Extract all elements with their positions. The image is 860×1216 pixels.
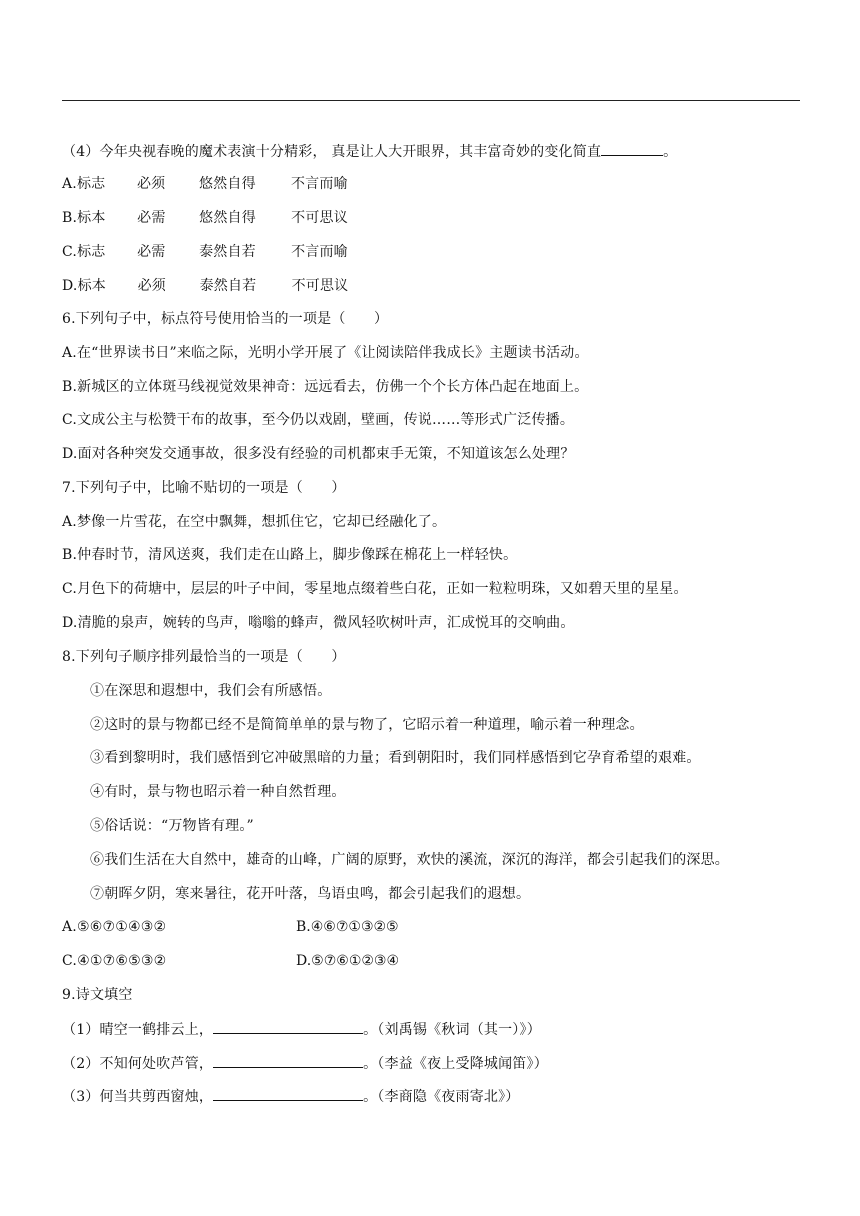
q9-stem: 9.诗文填空 <box>62 987 133 1003</box>
q7-stem: 7.下列句子中，比喻不贴切的一项是（ ） <box>62 480 346 496</box>
q6-option-b[interactable]: B.新城区的立体斑马线视觉效果神奇：远远看去，仿佛一个个长方体凸起在地面上。 <box>62 379 589 395</box>
q7-option-b[interactable]: B.仲春时节，清风送爽，我们走在山路上，脚步像踩在棉花上一样轻快。 <box>62 547 518 563</box>
q9-item-1: （1）晴空一鹤排云上， 。（刘禹锡《秋词（其一）》） <box>62 1019 541 1040</box>
q8-option-c[interactable]: C.④①⑦⑥⑤③② <box>62 953 167 969</box>
answer-blank[interactable] <box>213 1086 363 1101</box>
q6-option-c[interactable]: C.文成公主与松赞干布的故事，至今仍以戏剧，壁画，传说……等形式广泛传播。 <box>62 412 575 428</box>
q8-sentence: ①在深思和遐想中，我们会有所感悟。 <box>90 683 332 699</box>
q5-option-a[interactable]: A.标志 必须 悠然自得 不言而喻 <box>62 176 348 192</box>
q8-option-b[interactable]: B.④⑥⑦①③②⑤ <box>296 919 399 935</box>
q8-sentence: ②这时的景与物都已经不是简简单单的景与物了，它昭示着一种道理，喻示着一种理念。 <box>90 717 644 733</box>
q6-option-d[interactable]: D.面对各种突发交通事故，很多没有经验的司机都束手无策，不知道该怎么处理？ <box>62 446 575 462</box>
q7-option-d[interactable]: D.清脆的泉声，婉转的鸟声，嗡嗡的蜂声，微风轻吹树叶声，汇成悦耳的交响曲。 <box>62 615 575 631</box>
q5-option-d[interactable]: D.标本 必须 泰然自若 不可思议 <box>62 278 349 294</box>
q8-sentence: ⑤俗话说：“万物皆有理。” <box>90 818 254 834</box>
q8-sentence: ③看到黎明时，我们感悟到它冲破黑暗的力量；看到朝阳时，我们同样感悟到它孕育希望的艰难。 <box>90 750 701 766</box>
q8-sentence: ⑥我们生活在大自然中，雄奇的山峰，广阔的原野，欢快的溪流，深沉的海洋，都会引起我们的深思。 <box>90 852 729 868</box>
q8-sentence: ⑦朝晖夕阴，寒来暑往，花开叶落，鸟语虫鸣，都会引起我们的遐想。 <box>90 886 531 902</box>
header-rule <box>62 100 800 101</box>
answer-blank[interactable] <box>601 141 663 156</box>
q7-option-a[interactable]: A.梦像一片雪花，在空中飘舞，想抓住它，它却已经融化了。 <box>62 514 447 530</box>
q8-option-d[interactable]: D.⑤⑦⑥①②③④ <box>296 953 400 969</box>
q9-item-3: （3）何当共剪西窗烛， 。（李商隐《夜雨寄北》） <box>62 1086 520 1107</box>
q8-option-a[interactable]: A.⑤⑥⑦①④③② <box>62 919 167 935</box>
q5-part4-stem: （4）今年央视春晚的魔术表演十分精彩， 真是让人大开眼界，其丰富奇妙的变化简直 。 <box>62 141 677 162</box>
q8-sentence: ④有时，景与物也昭示着一种自然哲理。 <box>90 784 346 800</box>
q5-option-c[interactable]: C.标志 必需 泰然自若 不言而喻 <box>62 244 348 260</box>
q6-option-a[interactable]: A.在“世界读书日”来临之际，光明小学开展了《让阅读陪伴我成长》主题读书活动。 <box>62 345 589 361</box>
q8-stem: 8.下列句子顺序排列最恰当的一项是（ ） <box>62 649 346 665</box>
answer-blank[interactable] <box>213 1053 363 1068</box>
q6-stem: 6.下列句子中，标点符号使用恰当的一项是（ ） <box>62 311 389 327</box>
q5-option-b[interactable]: B.标本 必需 悠然自得 不可思议 <box>62 210 348 226</box>
q9-item-2: （2）不知何处吹芦管， 。（李益《夜上受降城闻笛》） <box>62 1053 548 1074</box>
q7-option-c[interactable]: C.月色下的荷塘中，层层的叶子中间，零星地点缀着些白花，正如一粒粒明珠，又如碧天里的星星。 <box>62 581 688 597</box>
answer-blank[interactable] <box>213 1019 363 1034</box>
